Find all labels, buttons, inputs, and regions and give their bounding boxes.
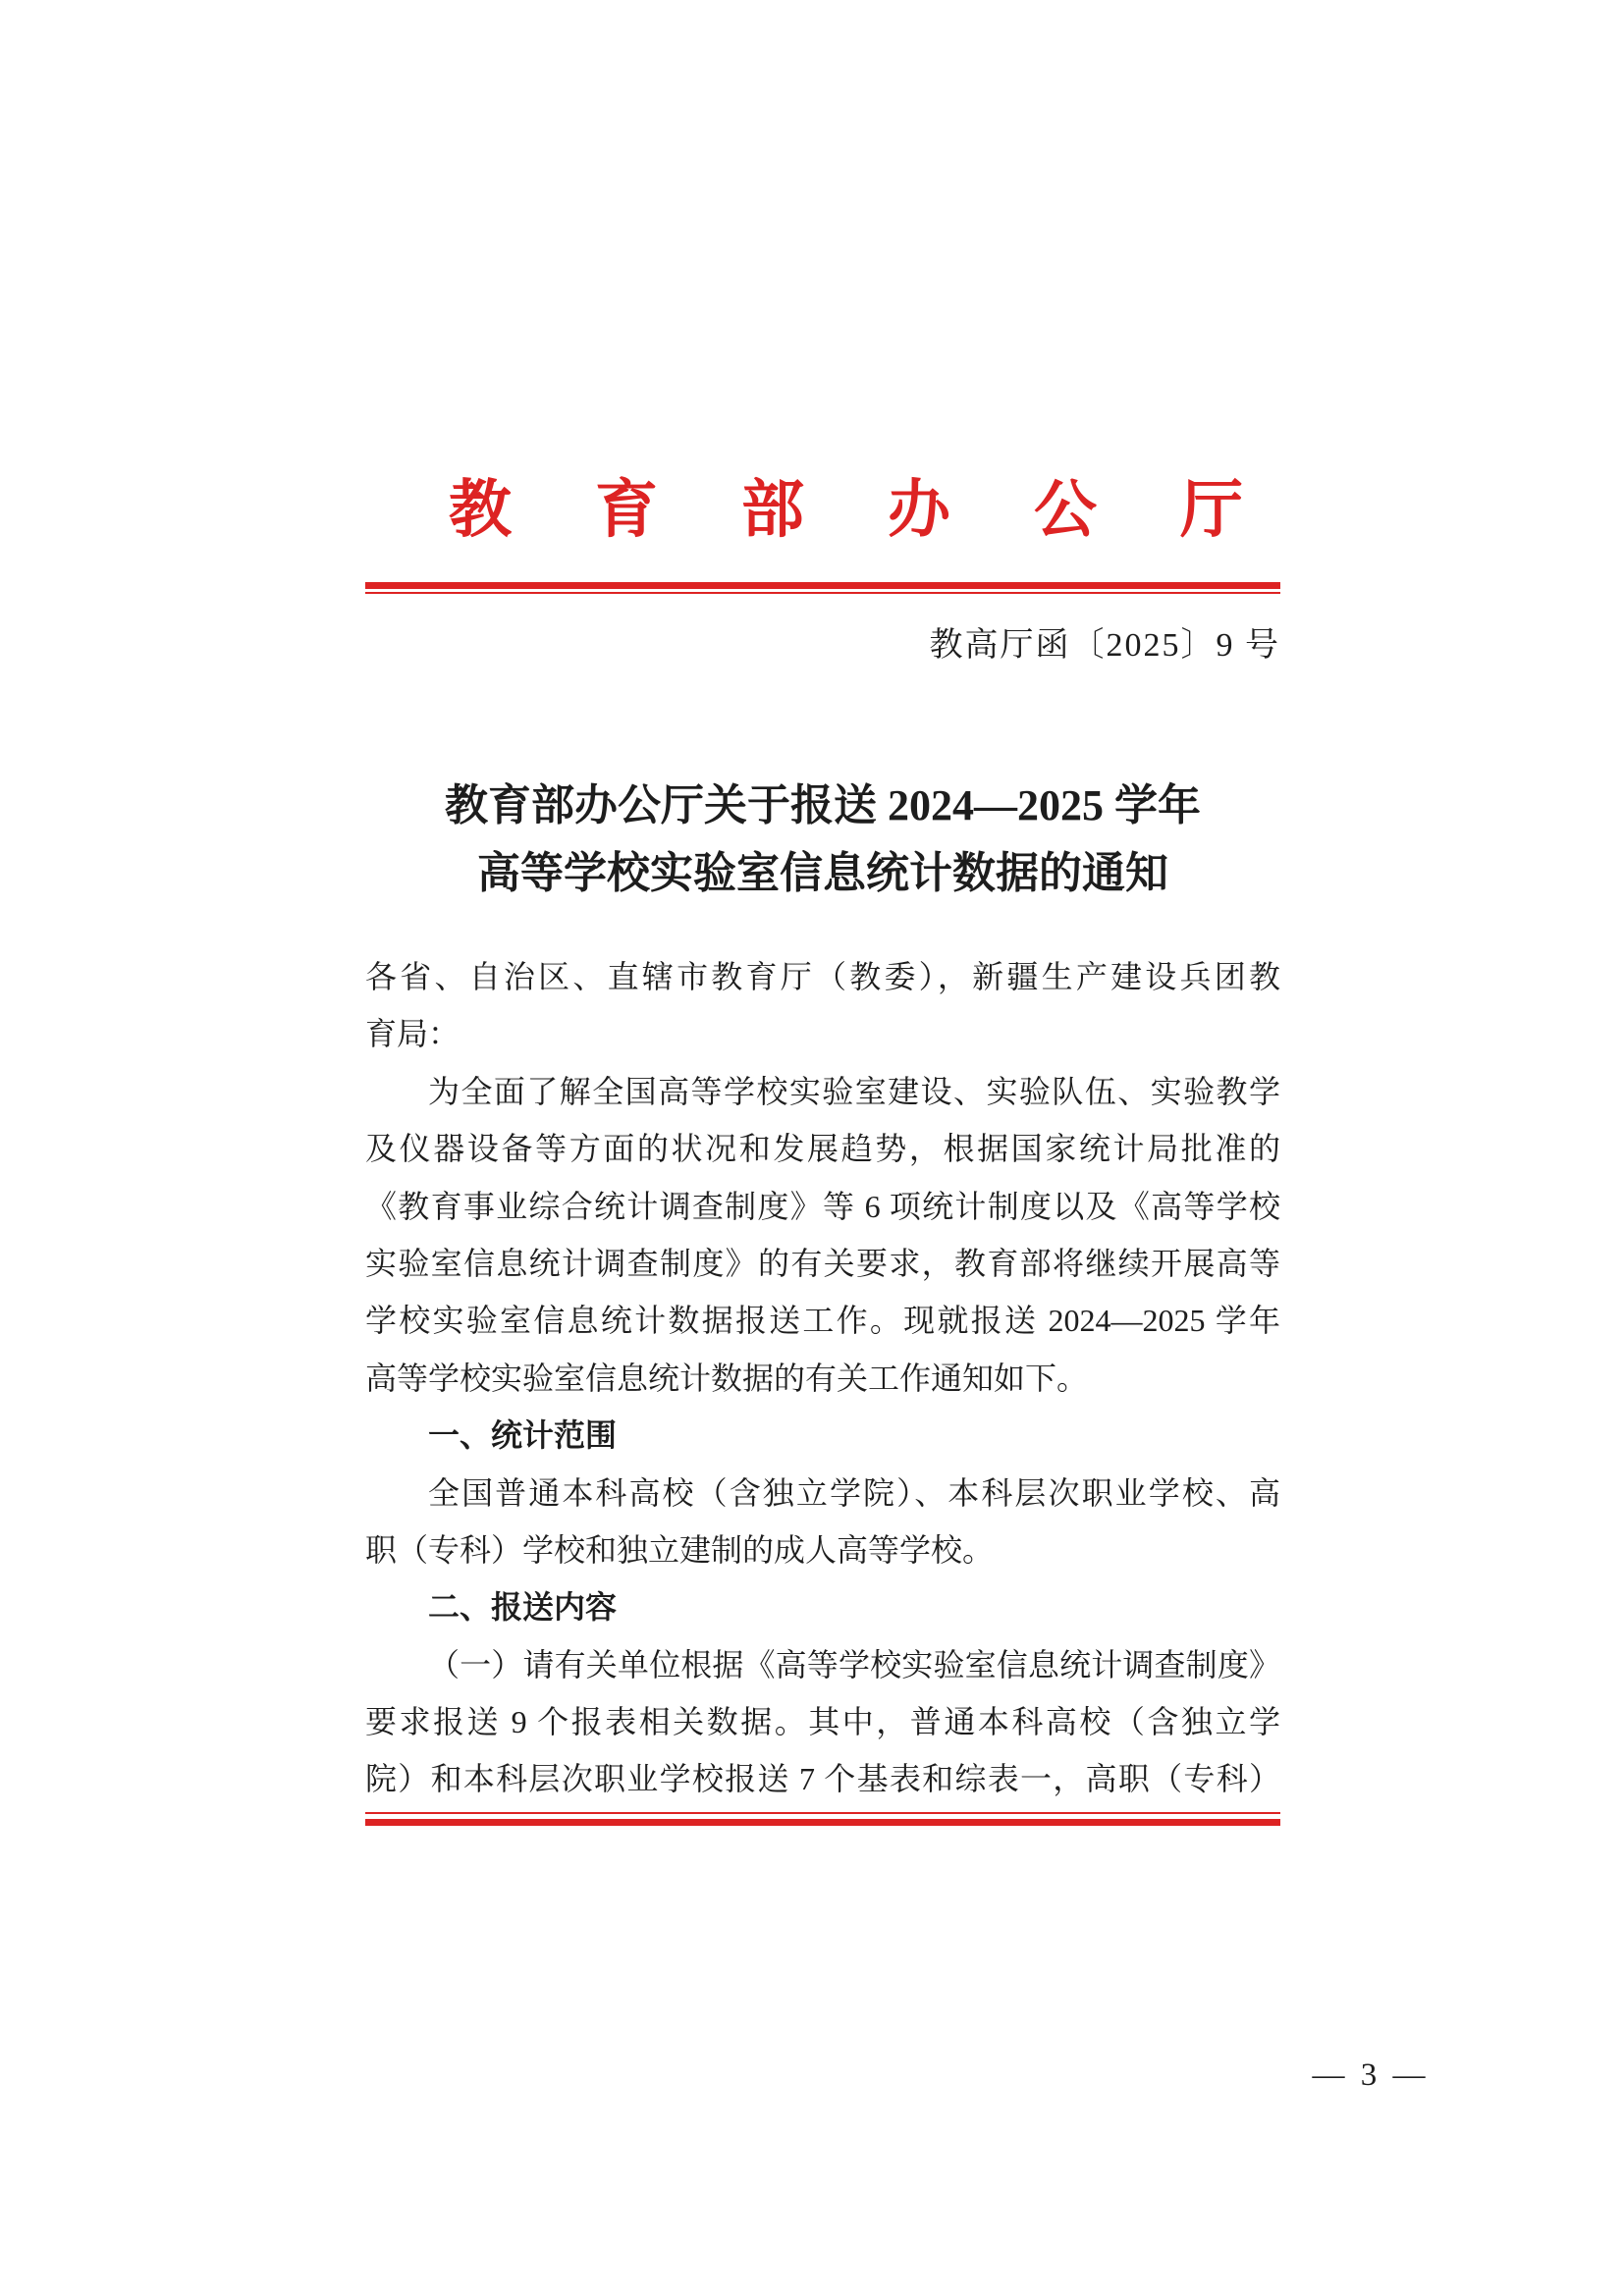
page-number: — 3 — xyxy=(1312,2057,1430,2093)
body-line: 高等学校实验室信息统计数据的有关工作通知如下。 xyxy=(365,1360,1089,1396)
body-line: 育局： xyxy=(365,1016,460,1052)
title-line-2: 高等学校实验室信息统计数据的通知 xyxy=(477,849,1168,897)
body-line: 学校实验室信息统计数据报送工作。现就报送 2024—2025 学年 xyxy=(365,1303,1280,1339)
letterhead-org-name: 教育部办公厅 xyxy=(449,475,1326,545)
document-title xyxy=(365,772,1280,907)
body-line: 院）和本科层次职业学校报送 7 个基表和综表一，高职（专科） xyxy=(365,1761,1280,1797)
body-line: 实验室信息统计调查制度》的有关要求，教育部将继续开展高等 xyxy=(365,1245,1280,1281)
body-line: 为全面了解全国高等学校实验室建设、实验队伍、实验教学 xyxy=(428,1073,1280,1109)
header-rule-thin xyxy=(365,592,1280,594)
document-number: 教高厅函〔2025〕9 号 xyxy=(929,627,1280,664)
body-line: 全国普通本科高校（含独立学院）、本科层次职业学校、高 xyxy=(428,1474,1280,1511)
title-line-1: 教育部办公厅关于报送 2024—2025 学年 xyxy=(445,781,1201,829)
body-line: 职（专科）学校和独立建制的成人高等学校。 xyxy=(365,1531,995,1568)
footer-rule-thin xyxy=(365,1812,1280,1814)
section-heading: 一、统计范围 xyxy=(428,1417,618,1454)
body-line: （一）请有关单位根据《高等学校实验室信息统计调查制度》 xyxy=(428,1646,1280,1682)
body-line: 各省、自治区、直辖市教育厅（教委），新疆生产建设兵团教 xyxy=(365,959,1280,994)
body-line: 要求报送 9 个报表相关数据。其中，普通本科高校（含独立学 xyxy=(365,1704,1280,1740)
footer-rule-thick xyxy=(365,1819,1280,1826)
document-body xyxy=(365,948,1280,1808)
header-rule-thick xyxy=(365,582,1280,589)
body-line: 及仪器设备等方面的状况和发展趋势，根据国家统计局批准的 xyxy=(365,1131,1280,1167)
section-heading: 二、报送内容 xyxy=(428,1589,618,1626)
body-line: 《教育事业综合统计调查制度》等 6 项统计制度以及《高等学校 xyxy=(365,1188,1280,1224)
